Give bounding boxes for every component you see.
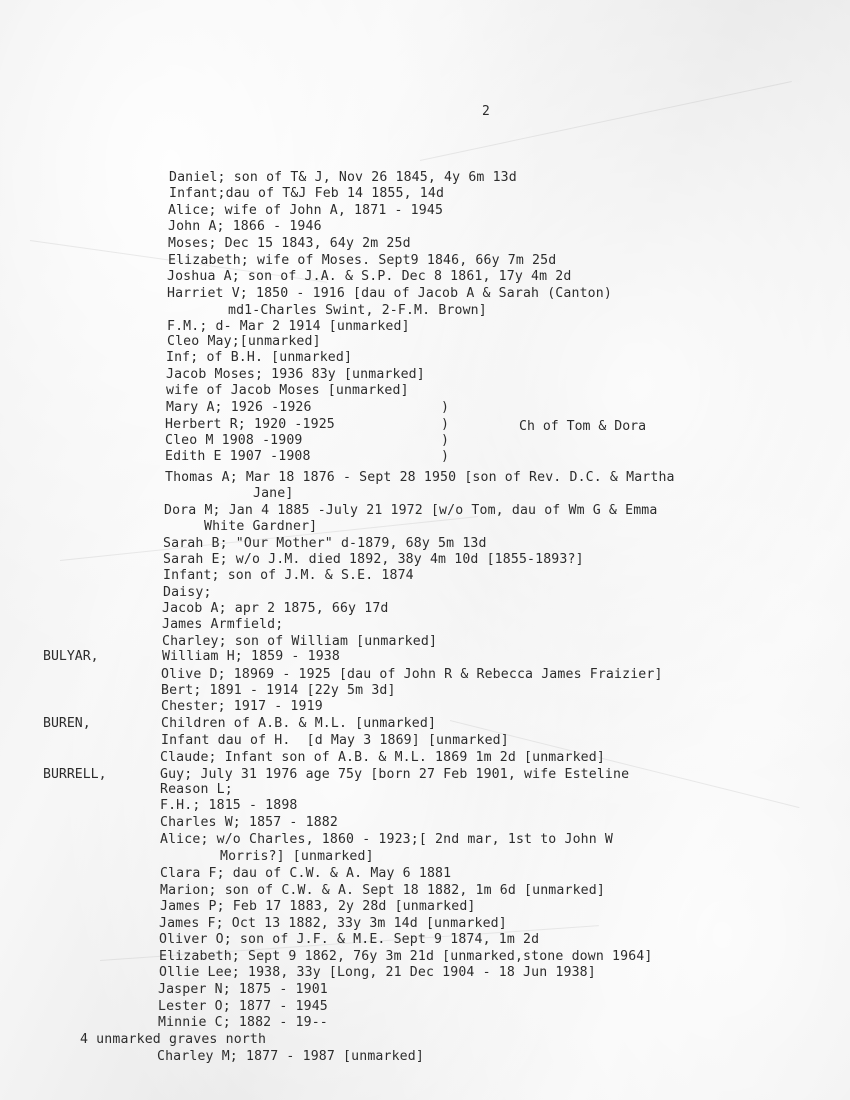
record-line: F.M.; d- Mar 2 1914 [unmarked] xyxy=(167,319,410,334)
record-line: Cleo May;[unmarked] xyxy=(167,334,321,349)
record-line: James F; Oct 13 1882, 33y 3m 14d [unmarked] xyxy=(159,916,507,931)
record-line: Ollie Lee; 1938, 33y [Long, 21 Dec 1904 - 18 Jun 1938] xyxy=(159,965,596,980)
record-line: 4 unmarked graves north xyxy=(80,1032,267,1047)
record-line: Olive D; 18969 - 1925 [dau of John R & Rebecca James Fraizier] xyxy=(161,667,663,682)
record-line: Inf; of B.H. [unmarked] xyxy=(166,350,353,365)
record-line: Marion; son of C.W. & A. Sept 18 1882, 1m 6d [unmarked] xyxy=(160,883,605,898)
surname-buren: BUREN, xyxy=(43,716,91,731)
record-line: Jasper N; 1875 - 1901 xyxy=(158,982,328,997)
bracket-brace: ) xyxy=(441,449,449,464)
record-line: Jane] xyxy=(253,486,294,501)
record-line: James P; Feb 17 1883, 2y 28d [unmarked] xyxy=(160,899,476,914)
record-line: Dora M; Jan 4 1885 -July 21 1972 [w/o Tom, dau of Wm G & Emma xyxy=(164,503,658,518)
page-number: 2 xyxy=(482,104,490,119)
record-line: Bert; 1891 - 1914 [22y 5m 3d] xyxy=(161,683,396,698)
record-line: Cleo M 1908 -1909 xyxy=(165,433,303,448)
record-line: Clara F; dau of C.W. & A. May 6 1881 xyxy=(160,866,452,881)
bracket-note-label: Ch of Tom & Dora xyxy=(519,419,647,434)
record-line: Morris?] [unmarked] xyxy=(220,849,374,864)
record-line: Elizabeth; Sept 9 1862, 76y 3m 21d [unmarked,stone down 1964] xyxy=(159,949,653,964)
record-line: Alice; wife of John A, 1871 - 1945 xyxy=(168,203,444,218)
record-line: Children of A.B. & M.L. [unmarked] xyxy=(161,716,437,731)
record-line: Minnie C; 1882 - 19-- xyxy=(158,1015,328,1030)
record-line: F.H.; 1815 - 1898 xyxy=(160,798,298,813)
record-line: Lester O; 1877 - 1945 xyxy=(158,999,328,1014)
record-line: Guy; July 31 1976 age 75y [born 27 Feb 1901, wife Esteline xyxy=(160,767,630,782)
record-line: Mary A; 1926 -1926 xyxy=(166,400,312,415)
record-line: Elizabeth; wife of Moses. Sept9 1846, 66y 7m 25d xyxy=(168,253,557,268)
record-line: White Gardner] xyxy=(204,519,318,534)
bracket-brace: ) xyxy=(441,400,449,415)
record-line: James Armfield; xyxy=(162,617,284,632)
record-line: Thomas A; Mar 18 1876 - Sept 28 1950 [son of Rev. D.C. & Martha xyxy=(165,470,675,485)
bracket-brace: ) xyxy=(441,417,449,432)
record-line: Alice; w/o Charles, 1860 - 1923;[ 2nd mar, 1st to John W xyxy=(160,832,614,847)
record-line: Chester; 1917 - 1919 xyxy=(161,699,323,714)
bracket-brace: ) xyxy=(441,433,449,448)
record-line: Claude; Infant son of A.B. & M.L. 1869 1m 2d [unmarked] xyxy=(160,750,605,765)
record-line: Daisy; xyxy=(163,585,212,600)
record-line: Herbert R; 1920 -1925 xyxy=(165,417,335,432)
record-line: Infant; son of J.M. & S.E. 1874 xyxy=(163,568,414,583)
record-line: Sarah B; "Our Mother" d-1879, 68y 5m 13d xyxy=(163,536,487,551)
record-line: Infant dau of H. [d May 3 1869] [unmarked] xyxy=(161,733,509,748)
record-line: Charley; son of William [unmarked] xyxy=(162,634,438,649)
record-line: William H; 1859 - 1938 xyxy=(162,649,340,664)
record-line: md1-Charles Swint, 2-F.M. Brown] xyxy=(228,303,487,318)
record-line: Jacob A; apr 2 1875, 66y 17d xyxy=(162,601,389,616)
record-line: Charley M; 1877 - 1987 [unmarked] xyxy=(157,1049,424,1064)
record-line: Harriet V; 1850 - 1916 [dau of Jacob A & Sarah (Canton) xyxy=(167,286,612,301)
record-line: Infant;dau of T&J Feb 14 1855, 14d xyxy=(169,186,445,201)
record-line: Jacob Moses; 1936 83y [unmarked] xyxy=(166,367,425,382)
record-line: Oliver O; son of J.F. & M.E. Sept 9 1874, 1m 2d xyxy=(159,932,540,947)
surname-burrell: BURRELL, xyxy=(43,767,107,782)
record-line: Joshua A; son of J.A. & S.P. Dec 8 1861, 17y 4m 2d xyxy=(167,269,572,284)
record-line: Moses; Dec 15 1843, 64y 2m 25d xyxy=(168,236,411,251)
record-line: Charles W; 1857 - 1882 xyxy=(160,815,338,830)
record-line: Edith E 1907 -1908 xyxy=(165,449,311,464)
record-line: Sarah E; w/o J.M. died 1892, 38y 4m 10d [1855-1893?] xyxy=(163,552,584,567)
record-line: wife of Jacob Moses [unmarked] xyxy=(166,383,409,398)
record-line: John A; 1866 - 1946 xyxy=(168,219,322,234)
record-line: Daniel; son of T& J, Nov 26 1845, 4y 6m 13d xyxy=(169,170,517,185)
record-line: Reason L; xyxy=(160,782,233,797)
surname-bulyar: BULYAR, xyxy=(43,649,99,664)
